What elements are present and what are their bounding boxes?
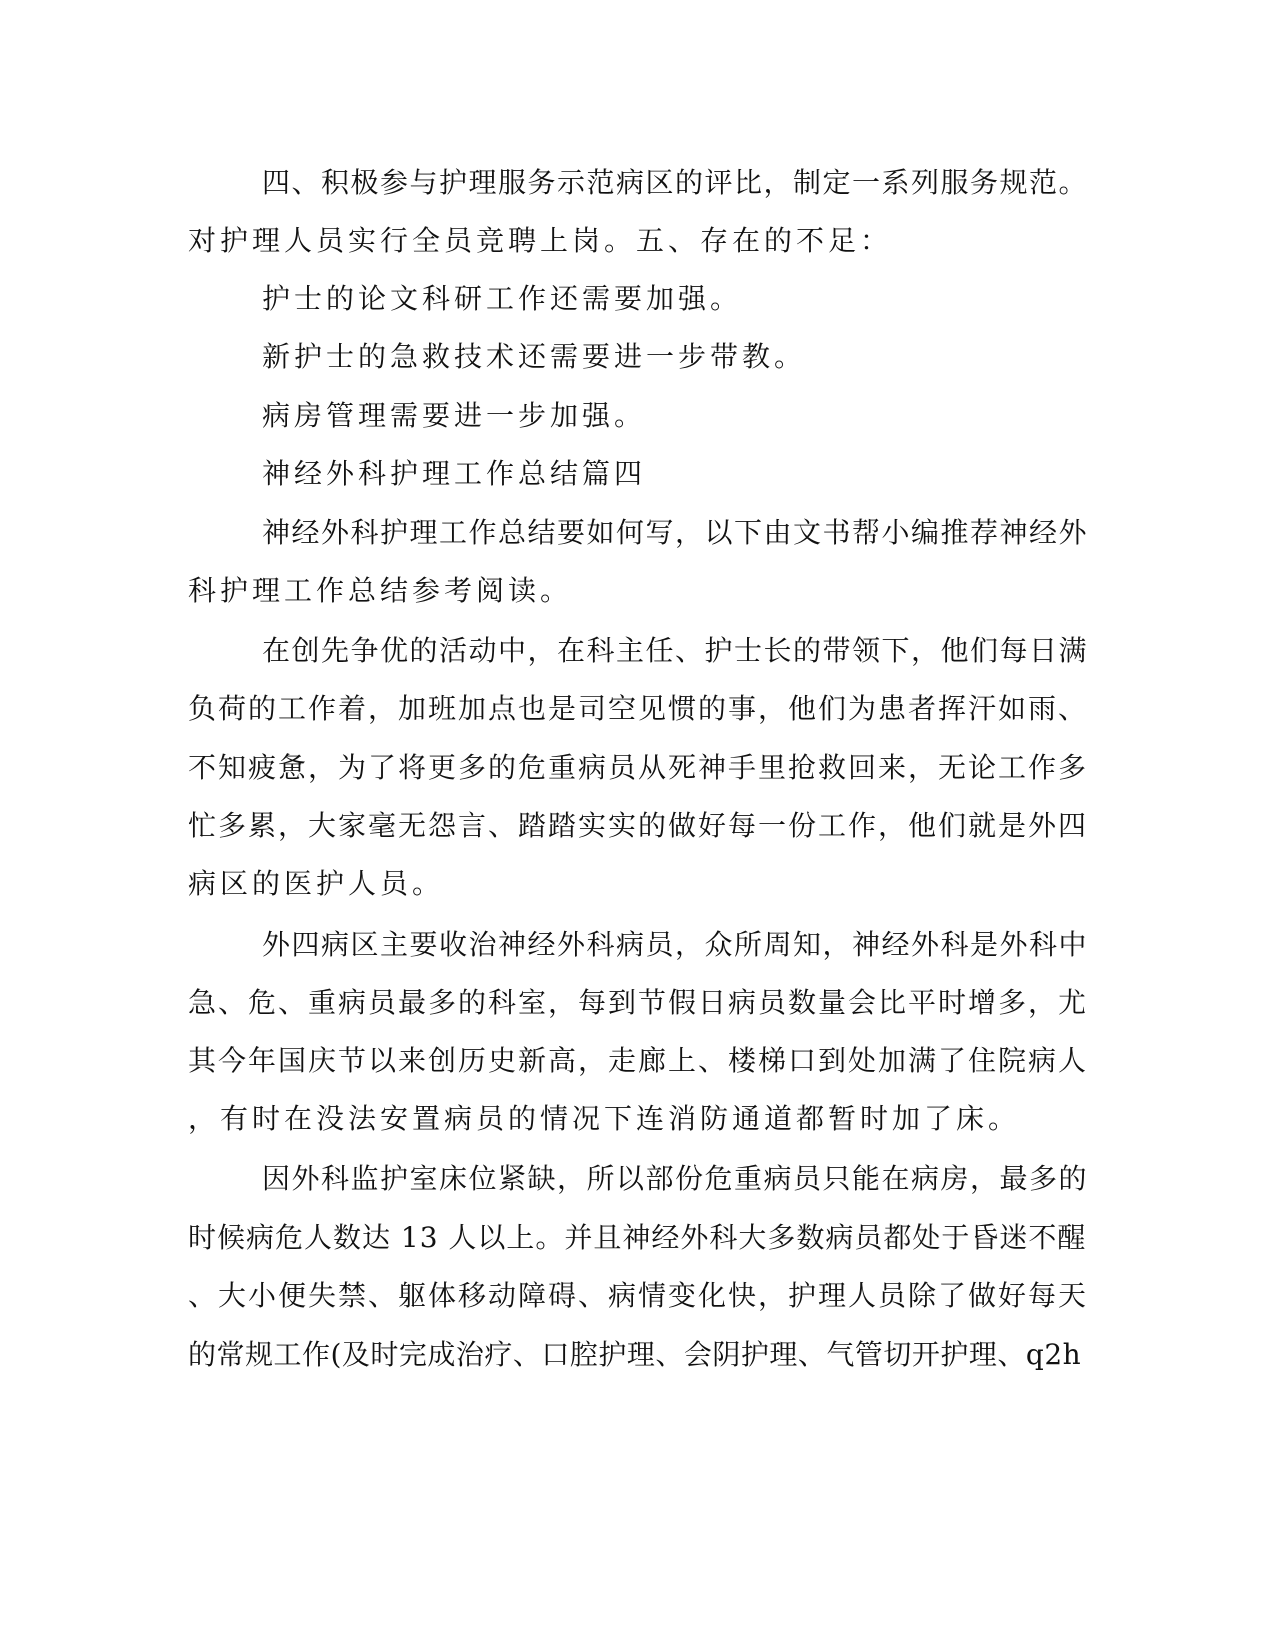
paragraph-line: 负荷的工作着，加班加点也是司空见惯的事，他们为患者挥汗如雨、 [188, 692, 1089, 725]
paragraph-line: 科护理工作总结参考阅读。 [188, 574, 573, 607]
paragraph-line: 护士的论文科研工作还需要加强。 [262, 282, 743, 315]
paragraph-line: 时候病危人数达 13 人以上。并且神经外科大多数病员都处于昏迷不醒 [188, 1221, 1087, 1254]
section-heading: 神经外科护理工作总结篇四 [262, 457, 647, 490]
paragraph-line: 对护理人员实行全员竞聘上岗。五、存在的不足： [188, 224, 893, 257]
paragraph-line: 忙多累，大家毫无怨言、踏踏实实的做好每一份工作，他们就是外四 [188, 809, 1089, 842]
paragraph-line: 的常规工作(及时完成治疗、口腔护理、会阴护理、气管切开护理、q2h [188, 1338, 1082, 1371]
paragraph-line: 病房管理需要进一步加强。 [262, 399, 647, 432]
paragraph-line: 新护士的急救技术还需要进一步带教。 [262, 340, 807, 373]
paragraph-line: 神经外科护理工作总结要如何写，以下由文书帮小编推荐神经外 [262, 516, 1089, 549]
paragraph-line: 病区的医护人员。 [188, 867, 445, 900]
paragraph-line: ，有时在没法安置病员的情况下连消防通道都暂时加了床。 [188, 1102, 1021, 1135]
paragraph-line: 外四病区主要收治神经外科病员，众所周知，神经外科是外科中 [262, 928, 1089, 961]
paragraph-line: 急、危、重病员最多的科室，每到节假日病员数量会比平时增多，尤 [188, 986, 1089, 1019]
paragraph-line: 、大小便失禁、躯体移动障碍、病情变化快，护理人员除了做好每天 [188, 1279, 1089, 1312]
paragraph-line: 四、积极参与护理服务示范病区的评比，制定一系列服务规范。 [262, 166, 1089, 199]
paragraph-line: 其今年国庆节以来创历史新高，走廊上、楼梯口到处加满了住院病人 [188, 1044, 1089, 1077]
paragraph-line: 在创先争优的活动中，在科主任、护士长的带领下，他们每日满 [262, 634, 1089, 667]
paragraph-line: 因外科监护室床位紧缺，所以部份危重病员只能在病房，最多的 [262, 1162, 1089, 1195]
paragraph-line: 不知疲惫，为了将更多的危重病员从死神手里抢救回来，无论工作多 [188, 751, 1089, 784]
